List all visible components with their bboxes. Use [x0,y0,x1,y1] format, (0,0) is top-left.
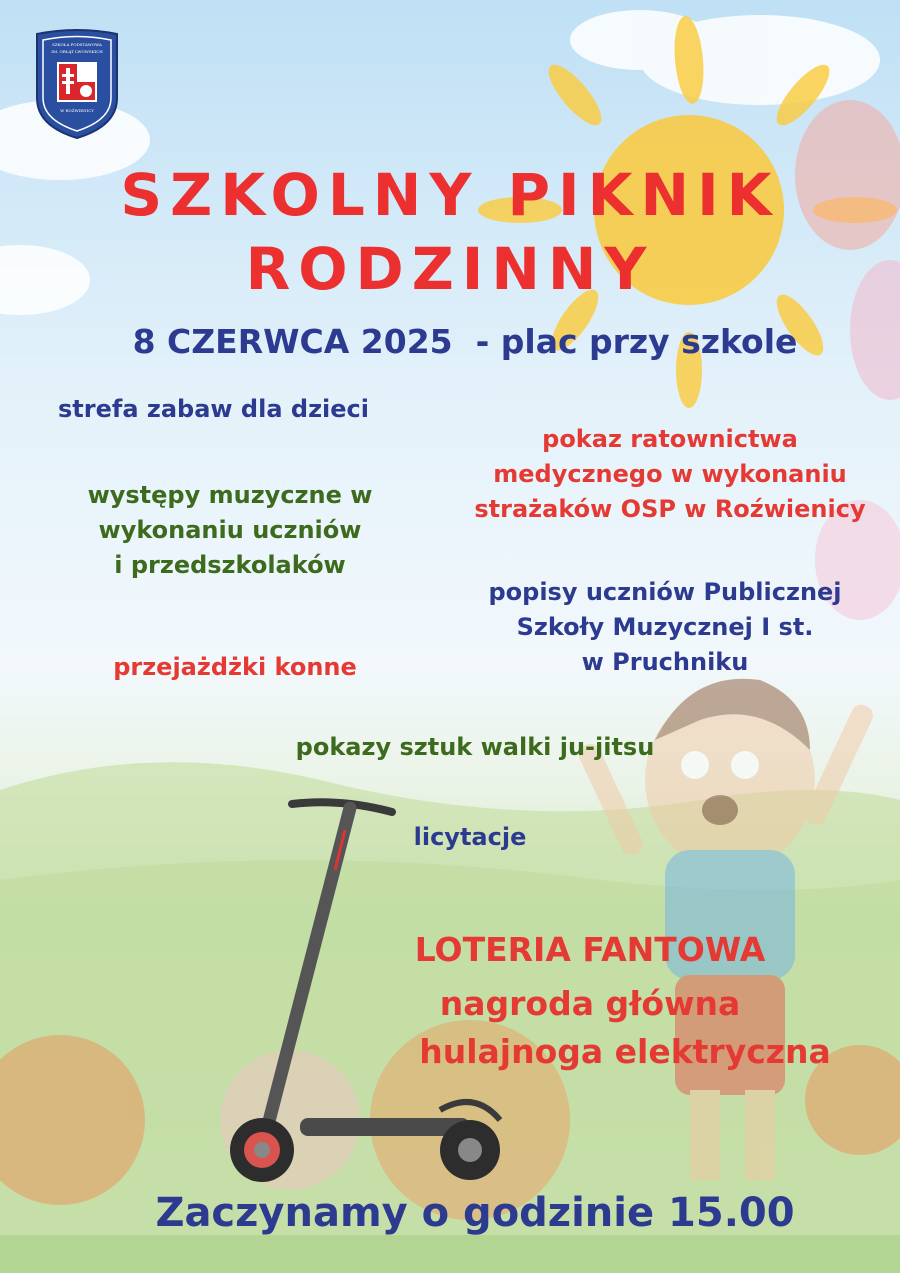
horse-rides-text: przejażdżki konne [113,653,357,681]
logo-text-bottom: W ROŹWIENICY [60,108,94,113]
music-school-line: w Pruchniku [581,648,749,676]
music-performances-text [40,478,420,583]
rescue-show-line: medycznego w wykonaniu [493,460,847,488]
music-school-text [440,575,890,680]
logo-text-mid: IM. ORŁĄT LWOWSKICH [51,49,103,54]
music-line: wykonaniu uczniów [98,516,362,544]
lottery-title: LOTERIA FANTOWA [414,930,766,969]
rescue-show-line: pokaz ratownictwa [542,425,798,453]
music-school-line: Szkoły Muzycznej I st. [516,613,814,641]
auction-text: licytacje [413,823,527,851]
rescue-show-text [440,422,900,527]
page-title-line1: SZKOLNY PIKNIK [120,161,780,229]
music-school-line: popisy uczniów Publicznej [488,578,842,606]
school-logo [33,28,121,140]
start-time: Zaczynamy o godzinie 15.00 [155,1190,795,1236]
kids-zone-text: strefa zabaw dla dzieci [58,395,369,423]
prize-label: nagroda główna [439,984,741,1023]
rescue-show-line: strażaków OSP w Roźwienicy [474,495,866,523]
music-line: i przedszkolaków [114,551,346,579]
music-line: występy muzyczne w [87,481,373,509]
event-date-location: 8 CZERWCA 2025 - plac przy szkole [132,322,798,361]
logo-text-top: SZKOŁA PODSTAWOWA [52,42,102,47]
main-prize: hulajnoga elektryczna [419,1032,831,1071]
jujitsu-text: pokazy sztuk walki ju-jitsu [295,733,655,761]
grass [0,1235,900,1273]
page-title-line2: RODZINNY [245,235,655,303]
